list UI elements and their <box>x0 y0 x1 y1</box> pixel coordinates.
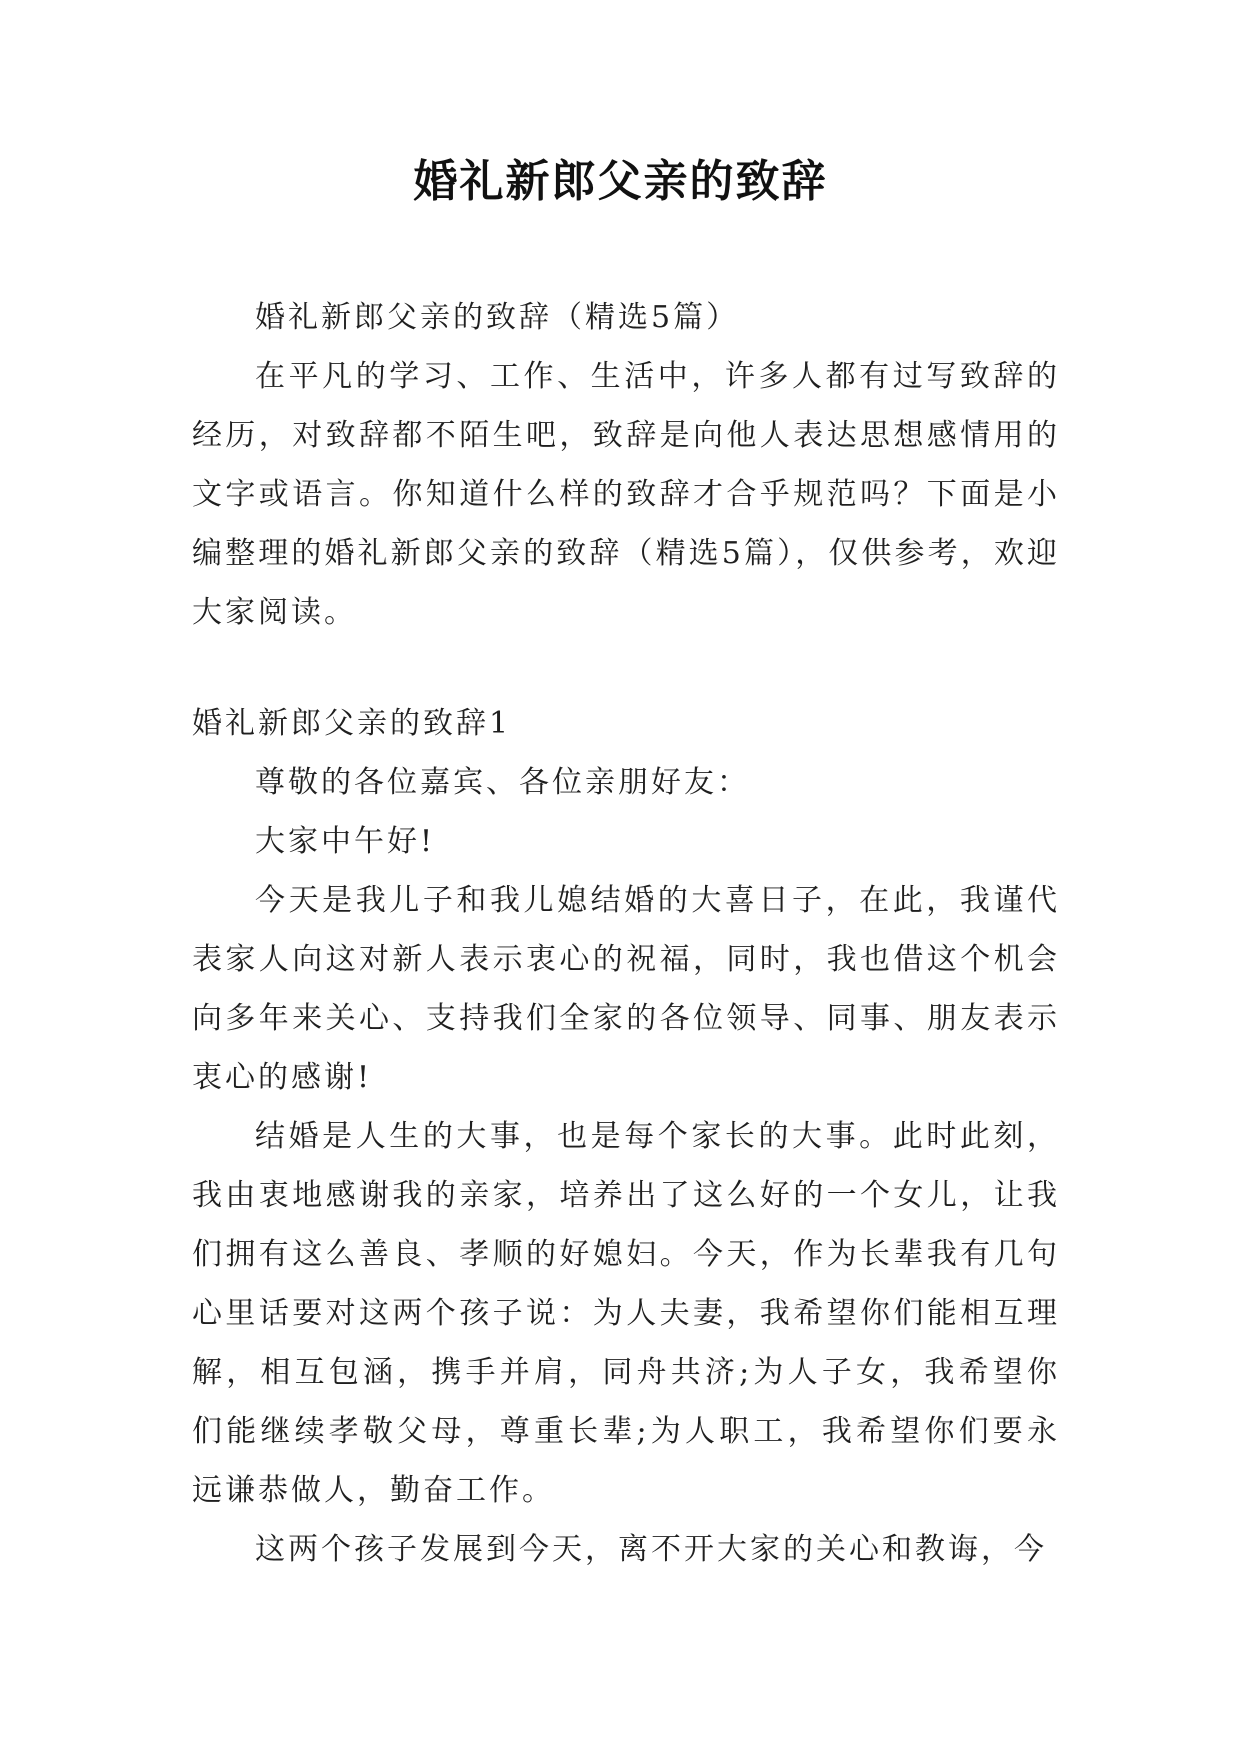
paragraph-subtitle: 婚礼新郎父亲的致辞（精选5篇） <box>255 300 740 335</box>
paragraph-body: 今天是我儿子和我儿媳结婚的大喜日子，在此，我谨代表家人向这对新人表示衷心的祝福，同时，我也借这个机会向多年来关心、支持我们全家的各位领导、同事、朋友表示衷心的感谢! <box>192 883 1060 1095</box>
paragraph-salutation: 尊敬的各位嘉宾、各位亲朋好友： <box>255 765 750 800</box>
paragraph-intro: 在平凡的学习、工作、生活中，许多人都有过写致辞的经历，对致辞都不陌生吧，致辞是向他人表达思想感情用的文字或语言。你知道什么样的致辞才合乎规范吗？下面是小编整理的婚礼新郎父亲的致辞（精选5篇），仅供参考，欢迎大家阅读。 <box>192 359 1060 630</box>
paragraph-greeting: 大家中午好! <box>255 824 436 859</box>
document-body <box>192 288 1060 1579</box>
paragraph-body: 这两个孩子发展到今天，离不开大家的关心和教诲，今 <box>255 1532 1047 1567</box>
paragraph-body: 结婚是人生的大事，也是每个家长的大事。此时此刻，我由衷地感谢我的亲家，培养出了这么好的一个女儿，让我们拥有这么善良、孝顺的好媳妇。今天，作为长辈我有几句心里话要对这两个孩子说：为人夫妻，我希望你们能相互理解，相互包涵，携手并肩，同舟共济;为人子女，我希望你们能继续孝敬父母，尊重长辈;为人职工，我希望你们要永远谦恭做人，勤奋工作。 <box>192 1119 1060 1508</box>
section-spacer <box>192 642 1060 694</box>
document-title: 婚礼新郎父亲的致辞 <box>413 156 828 207</box>
section-heading: 婚礼新郎父亲的致辞1 <box>192 706 512 741</box>
